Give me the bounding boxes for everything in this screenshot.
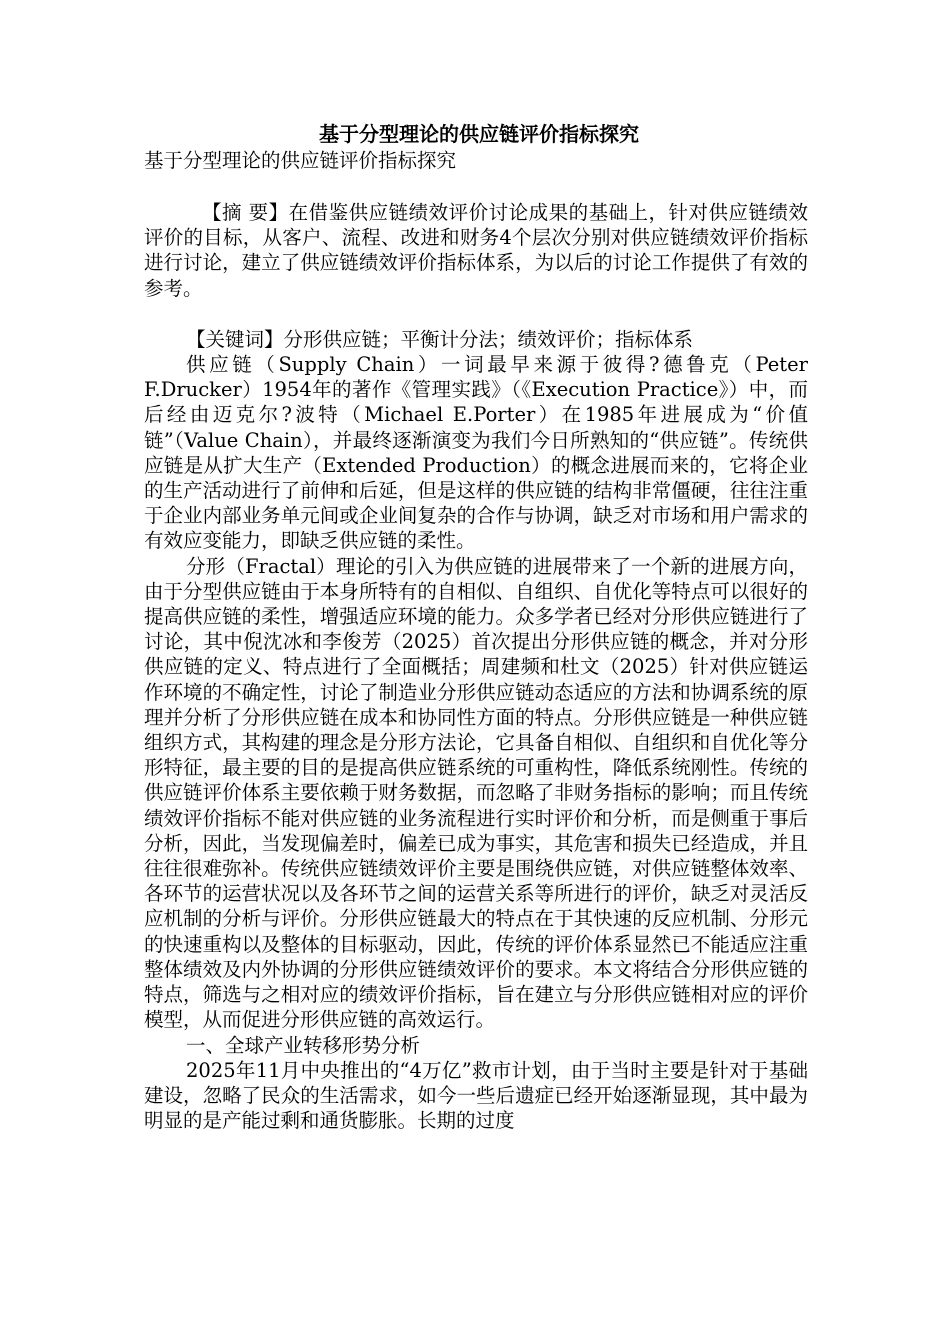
abstract-paragraph: 【摘 要】在借鉴供应链绩效评价讨论成果的基础上，针对供应链绩效评价的目标，从客户、流程、改进和财务4个层次分别对供应链绩效评价指标进行讨论，建立了供应链绩效评价指标体系，为以后的讨论工作提供了有效的参考。: [144, 201, 808, 300]
body-paragraph-2: 分形（Fractal）理论的引入为供应链的进展带来了一个新的进展方向，由于分型供应链由于本身所特有的自相似、自组织、自优化等特点可以很好的提高供应链的柔性，增强适应环境的能力。众多学者已经对分形供应链进行了讨论，其中倪沈冰和李俊芳（2025）首次提出分形供应链的概念，并对分形供应链的定义、特点进行了全面概括；周建频和杜文（2025）针对供应链运作环境的不确定性，讨论了制造业分形供应链动态适应的方法和协调系统的原理并分析了分形供应链在成本和协同性方面的特点。分形供应链是一种供应链组织方式，其构建的理念是分形方法论，它具备自相似、自组织和自优化等分形特征，最主要的目的是提高供应链系统的可重构性，降低系统刚性。传统的供应链评价体系主要依赖于财务数据，而忽略了非财务指标的影响；而且传统绩效评价指标不能对供应链的业务流程进行实时评价和分析，而是侧重于事后分析，因此，当发现偏差时，偏差已成为事实，其危害和损失已经造成，并且往往很难弥补。传统供应链绩效评价主要是围绕供应链，对供应链整体效率、各环节的运营状况以及各环节之间的运营关系等所进行的评价，缺乏对灵活反应机制的分析与评价。分形供应链最大的特点在于其快速的反应机制、分形元的快速重构以及整体的目标驱动，因此，传统的评价体系显然已不能适应注重整体绩效及内外协调的分形供应链绩效评价的要求。本文将结合分形供应链的特点，筛选与之相对应的绩效评价指标，旨在建立与分形供应链相对应的评价模型，从而促进分形供应链的高效运行。: [144, 554, 808, 1032]
document-page: [144, 120, 808, 1133]
body-paragraph-1: 供应链（Supply Chain）一词最早来源于彼得?德鲁克（Peter F.Drucker）1954年的著作《管理实践》（《Execution Practice》）中，而后经由迈克尔?波特（Michael E.Porter）在1985年进展成为“价值链”（Value Chain），并最终逐渐演变为我们今日所熟知的“供应链”。传统供应链是从扩大生产（Extended Production）的概念进展而来的，它将企业的生产活动进行了前伸和后延，但是这样的供应链的结构非常僵硬，往往注重于企业内部业务单元间或企业间复杂的合作与协调，缺乏对市场和用户需求的有效应变能力，即缺乏供应链的柔性。: [144, 353, 808, 553]
document-title: 基于分型理论的供应链评价指标探究: [319, 122, 639, 146]
keywords-line: 【关键词】分形供应链；平衡计分法；绩效评价；指标体系: [186, 327, 694, 351]
blank-line: [144, 174, 808, 200]
section-heading: 一、全球产业转移形势分析: [186, 1033, 421, 1057]
section-paragraph: 2025年11月中央推出的“4万亿”救市计划，由于当时主要是针对于基础建设，忽略了民众的生活需求，如今一些后遗症已经开始逐渐显现，其中最为明显的是产能过剩和通货膨胀。长期的过度: [144, 1058, 808, 1133]
document-subtitle: 基于分型理论的供应链评价指标探究: [144, 149, 457, 172]
blank-line: [144, 301, 808, 327]
